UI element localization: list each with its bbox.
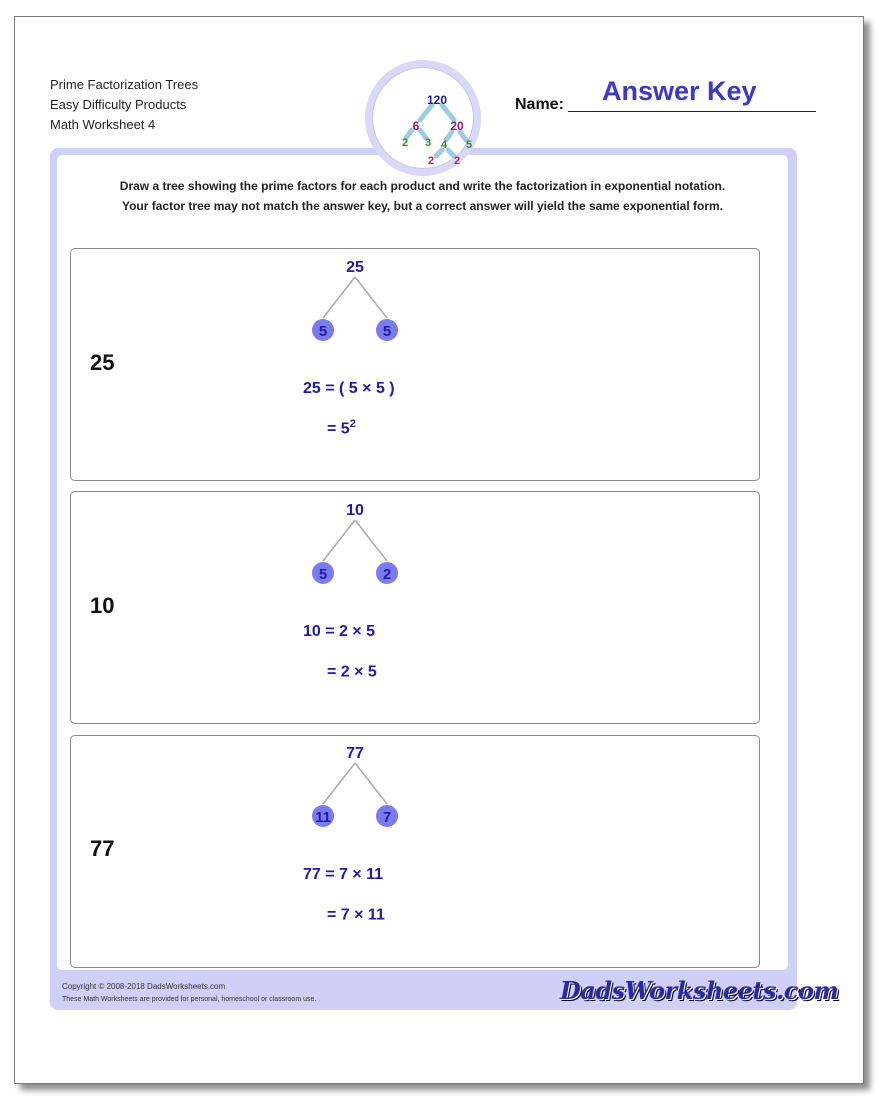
footer-usage-note: These Math Worksheets are provided for personal, homeschool or classroom use. <box>62 996 317 1003</box>
logo-node-rlr: 2 <box>453 155 461 167</box>
factorization-equation: 77 = 7 × 11 <box>303 866 384 883</box>
exponential-base: = 2 × 5 <box>327 663 377 681</box>
instructions-line1: Draw a tree showing the prime factors for each product and write the factorization in exponential notation. <box>119 179 726 193</box>
instructions-line2: Your factor tree may not match the answer key, but a correct answer will yield the same exponential form. <box>121 199 724 213</box>
leaf-left: 11 <box>315 809 331 826</box>
worksheet-number: Math Worksheet 4 <box>50 117 156 132</box>
logo-node-rr: 5 <box>465 139 473 151</box>
tree-root: 25 <box>346 259 364 276</box>
exponential-base: = 5 <box>327 420 350 438</box>
leaf-left: 5 <box>318 323 328 340</box>
site-logo[interactable]: DadsWorksheets.com <box>560 976 839 1005</box>
logo-node-rll: 2 <box>427 155 435 167</box>
problem-number: 77 <box>90 836 115 861</box>
leaf-right: 2 <box>382 566 392 583</box>
leaf-right: 7 <box>382 809 392 826</box>
worksheet-difficulty: Easy Difficulty Products <box>50 97 187 112</box>
logo-node-lr: 3 <box>424 137 432 149</box>
name-label: Name: <box>515 96 564 113</box>
logo-node-ll: 2 <box>401 137 409 149</box>
worksheet-title: Prime Factorization Trees <box>50 77 199 92</box>
logo-node-root: 120 <box>426 93 448 107</box>
exponent: 2 <box>349 418 356 430</box>
leaf-right: 5 <box>382 323 392 340</box>
exponential-form <box>327 904 385 924</box>
exponential-base: = 7 × 11 <box>327 906 385 924</box>
factorization-equation: 25 = ( 5 × 5 ) <box>303 380 395 397</box>
tree-root: 77 <box>346 745 364 762</box>
footer-copyright: Copyright © 2008-2018 DadsWorksheets.com <box>62 982 226 991</box>
answer-key-text: Answer Key <box>602 76 757 106</box>
problem-number: 10 <box>90 593 115 618</box>
logo-node-left: 6 <box>412 119 420 133</box>
problem-number: 25 <box>90 350 115 375</box>
logo-node-rl: 4 <box>440 139 448 151</box>
leaf-left: 5 <box>318 566 328 583</box>
logo-node-right: 20 <box>450 119 464 133</box>
tree-root: 10 <box>346 502 364 519</box>
factorization-equation: 10 = 2 × 5 <box>303 623 376 640</box>
